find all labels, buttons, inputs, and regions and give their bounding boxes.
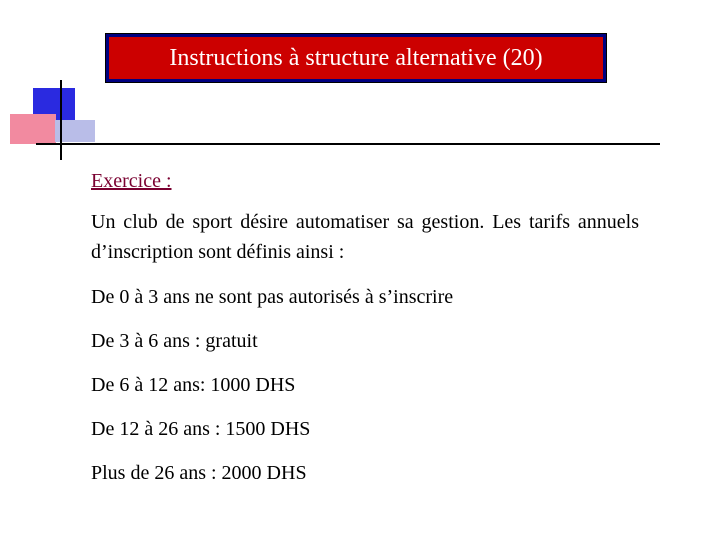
slide-title-box (106, 34, 606, 82)
tariff-rule: De 6 à 12 ans: 1000 DHS (91, 374, 296, 396)
tariff-rule: Plus de 26 ans : 2000 DHS (91, 462, 307, 484)
exercise-intro: Un club de sport désire automatiser sa gestion. Les tarifs annuels d’inscription sont définis ainsi : (91, 211, 639, 263)
tariff-rule: De 3 à 6 ans : gratuit (91, 330, 258, 352)
slide-content (91, 170, 639, 503)
exercise-label: Exercice : (91, 170, 172, 192)
decorative-vertical-line (60, 80, 62, 160)
decorative-horizontal-line (36, 143, 660, 145)
slide-title: Instructions à structure alternative (20) (169, 44, 543, 71)
decorative-pink-square (10, 114, 56, 144)
tariff-rule: De 0 à 3 ans ne sont pas autorisés à s’inscrire (91, 286, 454, 308)
tariff-rule: De 12 à 26 ans : 1500 DHS (91, 418, 311, 440)
